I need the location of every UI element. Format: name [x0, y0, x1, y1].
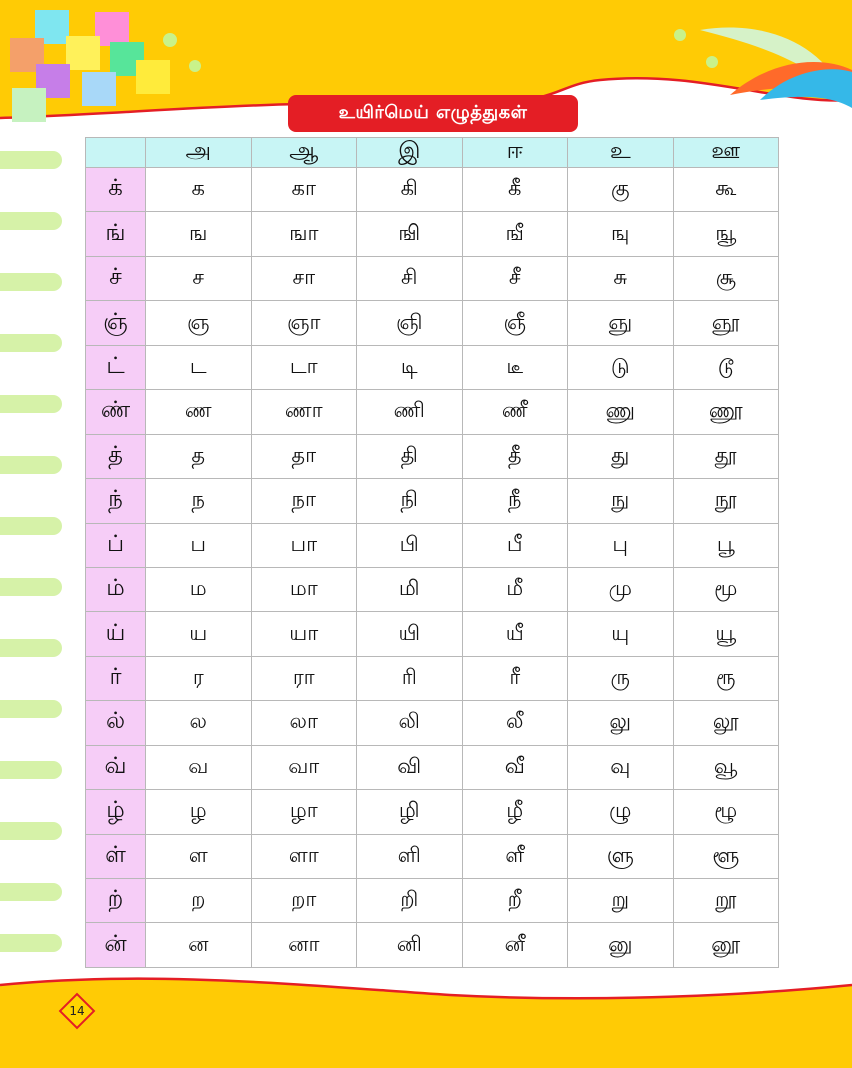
letter-cell: மா [251, 567, 357, 611]
letter-cell: பூ [673, 523, 779, 567]
letter-cell: நூ [673, 479, 779, 523]
table-row [86, 745, 779, 789]
letter-cell: ரி [357, 656, 463, 700]
page-title: உயிர்மெய் எழுத்துகள் [288, 95, 578, 132]
letter-cell: நா [251, 479, 357, 523]
letter-cell: வ [146, 745, 252, 789]
letter-cell: டூ [673, 345, 779, 389]
letter-cell: ஞா [251, 301, 357, 345]
side-tab [0, 456, 62, 474]
letter-cell: நீ [462, 479, 568, 523]
letter-cell: சி [357, 256, 463, 300]
table-row [86, 345, 779, 389]
letter-cell: ல [146, 701, 252, 745]
letter-cell: ர [146, 656, 252, 700]
consonant-header: ய் [86, 612, 146, 656]
vowel-header: ஊ [673, 138, 779, 168]
letter-cell: டீ [462, 345, 568, 389]
corner-cell [86, 138, 146, 168]
side-tab [0, 761, 62, 779]
letter-cell: ளீ [462, 834, 568, 878]
letter-cell: யு [568, 612, 674, 656]
page-number-badge [62, 996, 92, 1026]
letter-cell: ரா [251, 656, 357, 700]
letter-cell: யூ [673, 612, 779, 656]
letter-cell: டா [251, 345, 357, 389]
vowel-header: அ [146, 138, 252, 168]
letter-cell: வா [251, 745, 357, 789]
letter-cell: ம [146, 567, 252, 611]
decor-square [95, 12, 129, 46]
letter-cell: பி [357, 523, 463, 567]
letter-cell: ற [146, 879, 252, 923]
letter-cell: ண [146, 390, 252, 434]
table-row [86, 612, 779, 656]
letter-cell: று [568, 879, 674, 923]
consonant-header: ர் [86, 656, 146, 700]
letter-cell: ழூ [673, 790, 779, 834]
letter-cell: லு [568, 701, 674, 745]
decor-square [12, 88, 46, 122]
side-tab [0, 934, 62, 952]
letter-cell: ஙி [357, 212, 463, 256]
letter-cell: த [146, 434, 252, 478]
consonant-header: ற் [86, 879, 146, 923]
letter-cell: றீ [462, 879, 568, 923]
letter-cell: சூ [673, 256, 779, 300]
table-row [86, 212, 779, 256]
letter-cell: ணீ [462, 390, 568, 434]
letter-cell: ஙு [568, 212, 674, 256]
letter-cell: றா [251, 879, 357, 923]
side-tab [0, 639, 62, 657]
table-header-row [86, 138, 779, 168]
consonant-header: ம் [86, 567, 146, 611]
side-tab [0, 578, 62, 596]
consonant-header: ண் [86, 390, 146, 434]
letter-cell: டு [568, 345, 674, 389]
letter-cell: ஞீ [462, 301, 568, 345]
letter-cell: வி [357, 745, 463, 789]
letter-cell: ஙீ [462, 212, 568, 256]
letter-cell: ந [146, 479, 252, 523]
letter-cell: ளூ [673, 834, 779, 878]
side-tab [0, 883, 62, 901]
consonant-header: த் [86, 434, 146, 478]
letter-cell: றூ [673, 879, 779, 923]
decor-square [82, 72, 116, 106]
letter-cell: ட [146, 345, 252, 389]
letter-cell: ழா [251, 790, 357, 834]
letter-cell: லூ [673, 701, 779, 745]
letter-cell: ணா [251, 390, 357, 434]
table-row [86, 168, 779, 212]
letter-cell: வீ [462, 745, 568, 789]
letter-cell: ஞூ [673, 301, 779, 345]
letter-cell: து [568, 434, 674, 478]
consonant-header: வ் [86, 745, 146, 789]
consonant-header: ன் [86, 923, 146, 968]
decor-square [66, 36, 100, 70]
letter-cell: மூ [673, 567, 779, 611]
consonant-header: ழ் [86, 790, 146, 834]
letter-cell: னூ [673, 923, 779, 968]
letter-cell: னா [251, 923, 357, 968]
letter-cell: வு [568, 745, 674, 789]
table-row [86, 434, 779, 478]
letter-cell: ளா [251, 834, 357, 878]
table-row [86, 923, 779, 968]
consonant-header: ப் [86, 523, 146, 567]
letter-cell: ய [146, 612, 252, 656]
consonant-header: ச் [86, 256, 146, 300]
letter-cell: தி [357, 434, 463, 478]
letter-cell: கீ [462, 168, 568, 212]
table-row [86, 879, 779, 923]
letter-cell: னீ [462, 923, 568, 968]
letter-cell: யி [357, 612, 463, 656]
letter-cell: கி [357, 168, 463, 212]
letter-cell: லா [251, 701, 357, 745]
letter-cell: லீ [462, 701, 568, 745]
table-row [86, 301, 779, 345]
consonant-header: ட் [86, 345, 146, 389]
letter-cell: றி [357, 879, 463, 923]
letter-cell: ச [146, 256, 252, 300]
letter-cell: ழீ [462, 790, 568, 834]
letter-cell: சீ [462, 256, 568, 300]
table-row [86, 656, 779, 700]
side-tab [0, 212, 62, 230]
decor-square [136, 60, 170, 94]
page-number: 14 [69, 1004, 85, 1018]
letter-cell: ரு [568, 656, 674, 700]
letter-cell: மீ [462, 567, 568, 611]
letter-cell: ன [146, 923, 252, 968]
letter-cell: தூ [673, 434, 779, 478]
letter-cell: ழி [357, 790, 463, 834]
table-row [86, 523, 779, 567]
letter-cell: ஞ [146, 301, 252, 345]
side-tab [0, 517, 62, 535]
consonant-header: ங் [86, 212, 146, 256]
letter-cell: ணு [568, 390, 674, 434]
letter-cell: ரூ [673, 656, 779, 700]
letter-cell: தீ [462, 434, 568, 478]
vowel-header: இ [357, 138, 463, 168]
side-tab [0, 700, 62, 718]
consonant-header: ள் [86, 834, 146, 878]
letter-cell: ஙா [251, 212, 357, 256]
letter-cell: வூ [673, 745, 779, 789]
letter-cell: சா [251, 256, 357, 300]
letter-cell: யீ [462, 612, 568, 656]
letter-cell: ணூ [673, 390, 779, 434]
letter-cell: ஙூ [673, 212, 779, 256]
letter-cell: நி [357, 479, 463, 523]
table-row [86, 479, 779, 523]
letter-cell: டி [357, 345, 463, 389]
table-row [86, 790, 779, 834]
letter-cell: நு [568, 479, 674, 523]
letter-cell: மி [357, 567, 463, 611]
letter-cell: கா [251, 168, 357, 212]
consonant-header: க் [86, 168, 146, 212]
letter-cell: பா [251, 523, 357, 567]
table-row [86, 256, 779, 300]
letter-cell: ஞி [357, 301, 463, 345]
letter-cell: ழ [146, 790, 252, 834]
letter-cell: ரீ [462, 656, 568, 700]
letter-cell: ழு [568, 790, 674, 834]
letter-cell: கு [568, 168, 674, 212]
side-tab [0, 151, 62, 169]
letter-cell: ப [146, 523, 252, 567]
side-tab [0, 395, 62, 413]
letter-cell: சு [568, 256, 674, 300]
table-row [86, 701, 779, 745]
letter-cell: ளி [357, 834, 463, 878]
letter-cell: ள [146, 834, 252, 878]
side-tab [0, 334, 62, 352]
letter-cell: யா [251, 612, 357, 656]
vowel-header: ஈ [462, 138, 568, 168]
vowel-header: ஆ [251, 138, 357, 168]
side-tab [0, 273, 62, 291]
letter-cell: பு [568, 523, 674, 567]
letters-table [85, 137, 779, 968]
consonant-header: ல் [86, 701, 146, 745]
letter-cell: னு [568, 923, 674, 968]
letter-cell: தா [251, 434, 357, 478]
consonant-header: ந் [86, 479, 146, 523]
consonant-header: ஞ் [86, 301, 146, 345]
letter-cell: மு [568, 567, 674, 611]
vowel-header: உ [568, 138, 674, 168]
table-row [86, 834, 779, 878]
letter-cell: கூ [673, 168, 779, 212]
letter-cell: ணி [357, 390, 463, 434]
side-tab [0, 822, 62, 840]
table-row [86, 567, 779, 611]
letter-cell: ங [146, 212, 252, 256]
table-row [86, 390, 779, 434]
letter-cell: னி [357, 923, 463, 968]
letter-cell: ளு [568, 834, 674, 878]
letter-cell: ஞு [568, 301, 674, 345]
letter-cell: லி [357, 701, 463, 745]
letter-cell: க [146, 168, 252, 212]
letter-cell: பீ [462, 523, 568, 567]
